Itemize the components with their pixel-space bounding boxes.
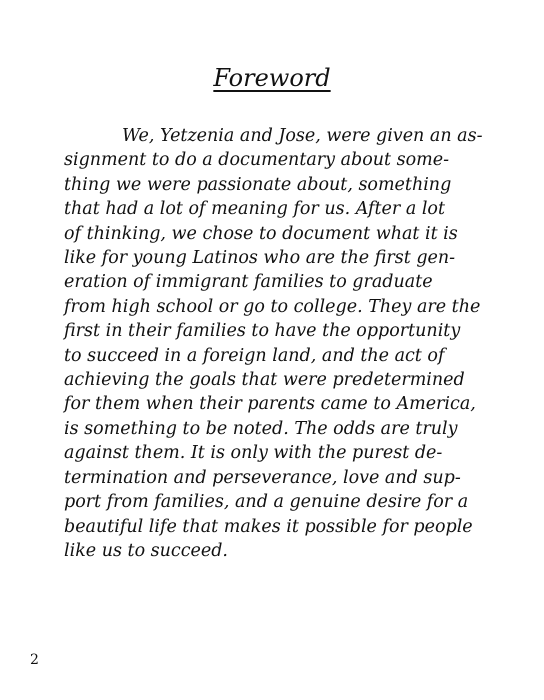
text-line: beautiful life that makes it possible for people — [64, 516, 473, 537]
text-line: achieving the goals that were predetermined — [64, 370, 465, 391]
text-line: signment to do a documentary about some- — [64, 150, 450, 171]
text-line: to succeed in a foreign land, and the act of — [64, 345, 445, 366]
text-line: port from families, and a genuine desire for a — [64, 492, 469, 513]
text-line: first in their families to have the opportunity — [64, 321, 461, 342]
text-line: against them. It is only with the purest de- — [64, 443, 443, 464]
text-line: termination and perseverance, love and sup- — [64, 467, 461, 488]
text-line: thing we were passionate about, something — [64, 174, 452, 195]
text-line: like for young Latinos who are the first gen- — [64, 248, 456, 269]
text-line: that had a lot of meaning for us. After a lot — [64, 199, 445, 220]
page-number: 2 — [30, 652, 39, 668]
text-line: is something to be noted. The odds are truly — [64, 418, 458, 439]
text-line: eration of immigrant families to graduate — [64, 272, 433, 293]
page-title: Foreword — [213, 64, 331, 92]
text-line: We, Yetzenia and Jose, were given an as- — [122, 126, 483, 146]
text-line: for them when their parents came to America, — [64, 394, 476, 415]
text-line: from high school or go to college. They are the — [64, 296, 481, 317]
foreword-paragraph — [64, 124, 484, 563]
text-line: of thinking, we chose to document what it is — [64, 223, 458, 244]
text-line: like us to succeed. — [64, 540, 228, 561]
